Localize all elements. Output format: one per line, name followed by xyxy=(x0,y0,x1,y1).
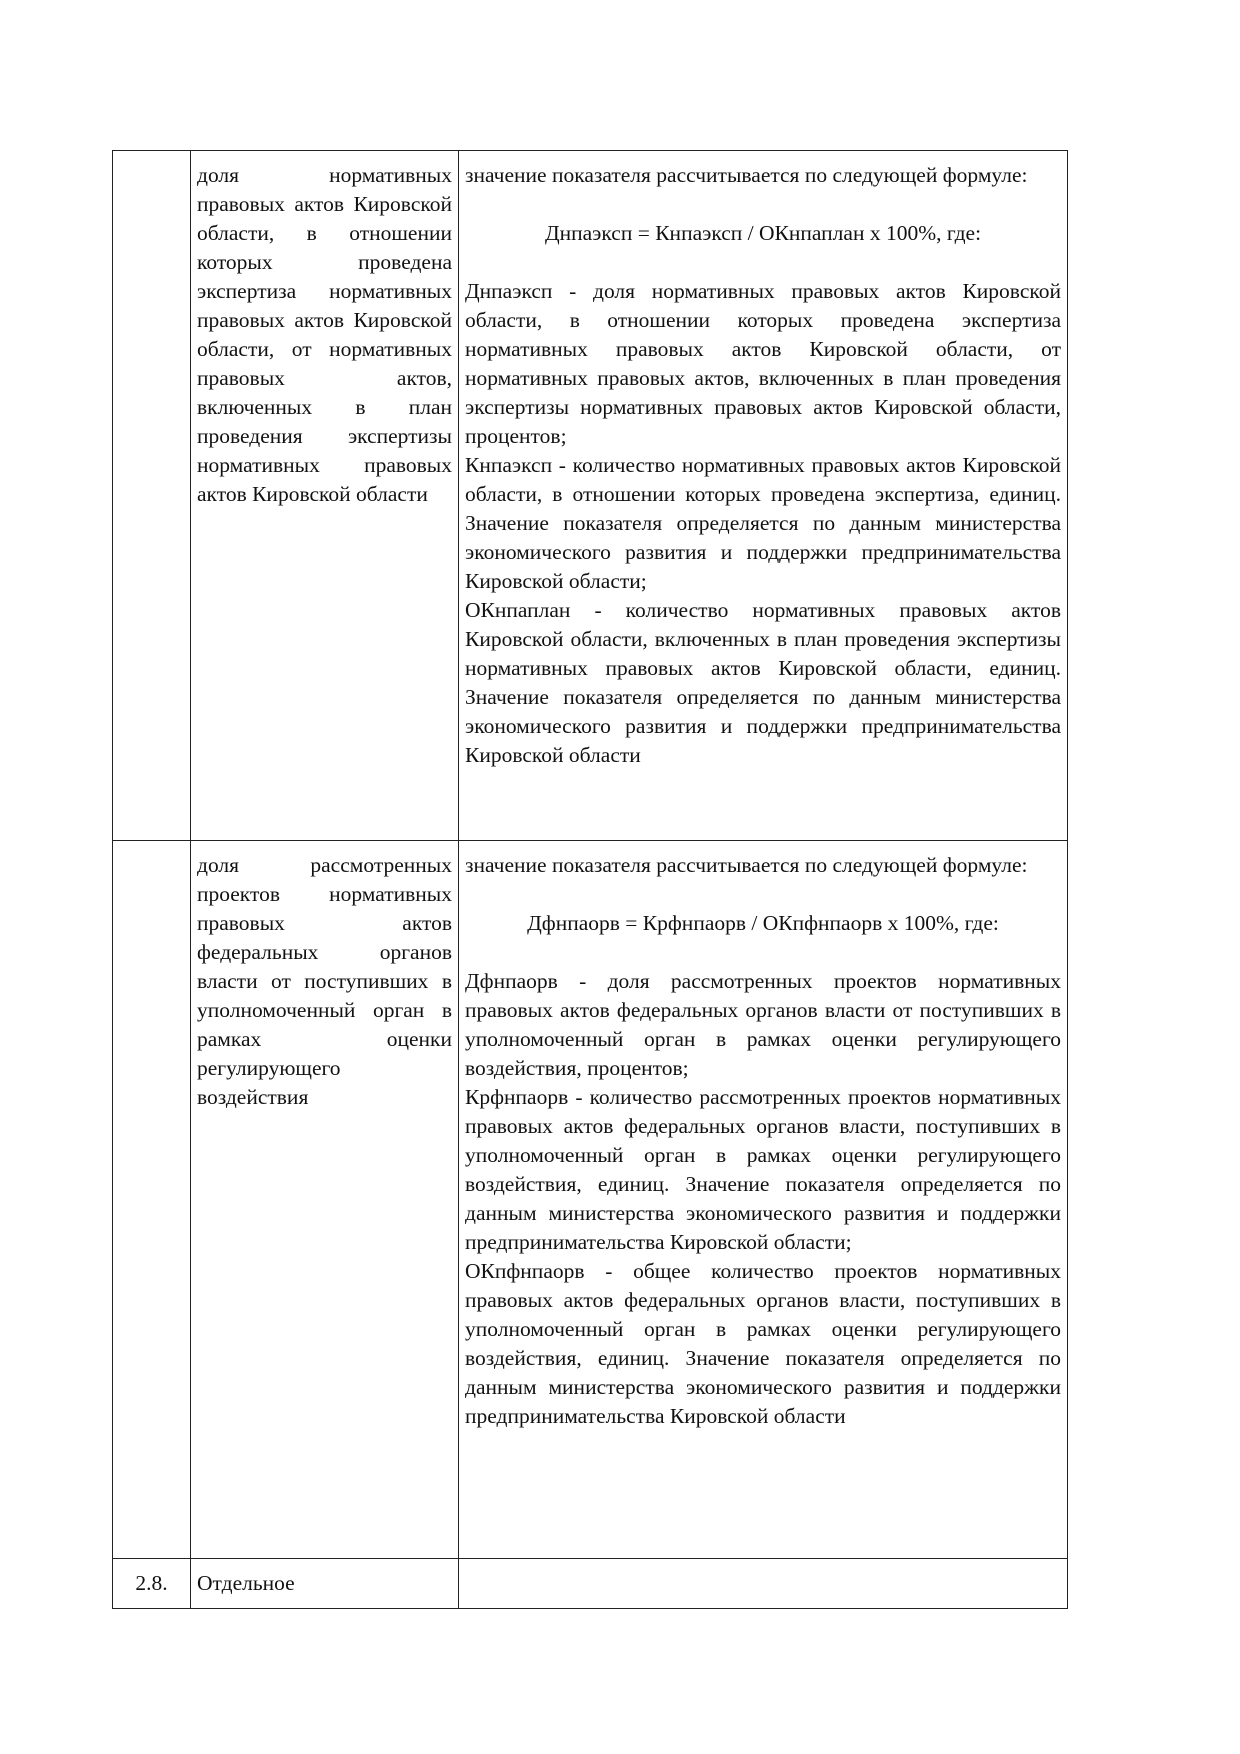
calculation-method xyxy=(459,151,1068,841)
formula: Дфнпаорв = Крфнпаорв / ОКпфнпаорв x 100%, где: xyxy=(527,911,999,935)
table-row xyxy=(113,841,1068,1559)
definition: ОКнпаплан - количество нормативных правовых актов Кировской области, включенных в план проведения экспертизы нормативных правовых актов Кировской области, единиц. Значение показателя определяется по данным министерства экономического развития и поддержки предпринимательства Кировской области xyxy=(465,598,1061,767)
table-row xyxy=(113,151,1068,841)
intro-text: значение показателя рассчитывается по следующей формуле: xyxy=(465,853,1028,877)
row-number xyxy=(113,151,191,841)
definition: Дфнпаорв - доля рассмотренных проектов нормативных правовых актов федеральных органов власти от поступивших в уполномоченный орган в рамках оценки регулирующего воздействия, процентов; xyxy=(465,969,1061,1080)
definition: Кнпаэксп - количество нормативных правовых актов Кировской области, в отношении которых проведена экспертиза, единиц. Значение показателя определяется по данным министерства экономического развития и поддержки предпринимательства Кировской области; xyxy=(465,453,1061,593)
row-number: 2.8. xyxy=(113,1559,191,1609)
definition: Днпаэксп - доля нормативных правовых актов Кировской области, в отношении которых проведена экспертиза нормативных правовых актов Кировской области, от нормативных правовых актов, включенных в план проведения экспертизы нормативных правовых актов Кировской области, процентов; xyxy=(465,279,1061,448)
indicators-table xyxy=(112,150,1068,1609)
calculation-method xyxy=(459,1559,1068,1609)
indicator-name: доля рассмотренных проектов нормативных правовых актов федеральных органов власти от поступивших в уполномоченный орган в рамках оценки регулирующего воздействия xyxy=(191,841,459,1559)
intro-text: значение показателя рассчитывается по следующей формуле: xyxy=(465,163,1028,187)
indicator-name: Отдельное xyxy=(191,1559,459,1609)
indicator-name: доля нормативных правовых актов Кировской области, в отношении которых проведена экспертиза нормативных правовых актов Кировской области, от нормативных правовых актов, включенных в план проведения экспертизы нормативных правовых актов Кировской области xyxy=(191,151,459,841)
definition: Крфнпаорв - количество рассмотренных проектов нормативных правовых актов федеральных органов власти, поступивших в уполномоченный орган в рамках оценки регулирующего воздействия, единиц. Значение показателя определяется по данным министерства экономического развития и поддержки предпринимательства Кировской области; xyxy=(465,1085,1061,1254)
row-number xyxy=(113,841,191,1559)
definition: ОКпфнпаорв - общее количество проектов нормативных правовых актов федеральных органов власти, поступивших в уполномоченный орган в рамках оценки регулирующего воздействия, единиц. Значение показателя определяется по данным министерства экономического развития и поддержки предпринимательства Кировской области xyxy=(465,1259,1061,1428)
formula: Днпаэксп = Кнпаэксп / ОКнпаплан x 100%, где: xyxy=(544,221,982,245)
table-row xyxy=(113,1559,1068,1609)
calculation-method xyxy=(459,841,1068,1559)
